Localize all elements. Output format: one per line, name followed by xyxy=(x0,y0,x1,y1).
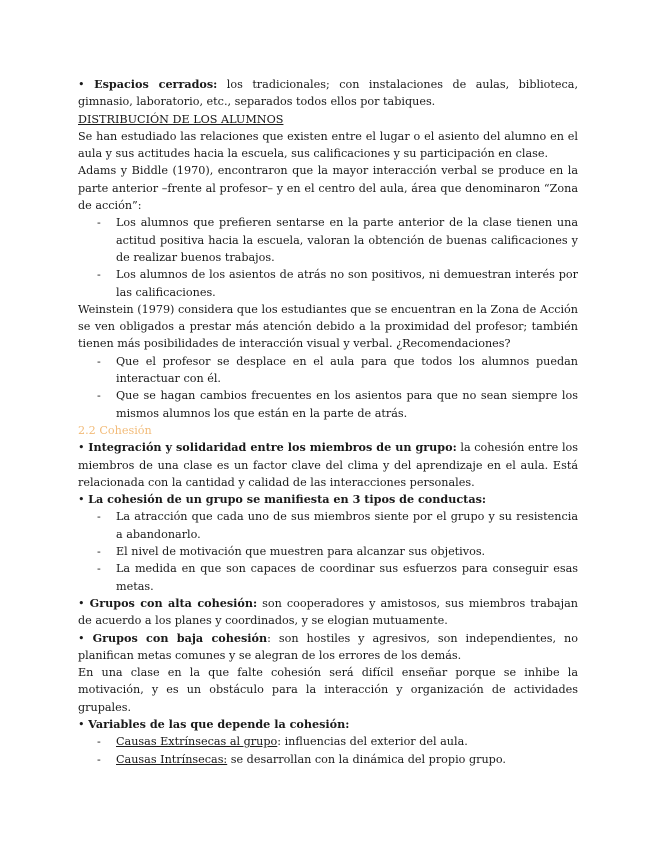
integracion-text: la cohesión entre los miembros de una clase es un factor clave del clima y del aprendizaje en el aula. Está relacionada con la cantidad y calidad de las interacciones personales. xyxy=(78,441,578,489)
espacios-cerrados-term: Espacios cerrados: xyxy=(94,77,218,91)
list-item: - Los alumnos de los asientos de atrás no son positivos, ni demuestran interés por las calificaciones. xyxy=(97,268,578,299)
dash: - xyxy=(97,268,101,282)
variable-label: Causas Intrínsecas: xyxy=(116,752,228,766)
list-item: - La medida en que son capaces de coordinar sus esfuerzos para conseguir esas metas. xyxy=(97,562,578,593)
baja-cohesion-term: Grupos con baja cohesión xyxy=(92,630,268,645)
alta-cohesion-text: son cooperadores y amistosos, sus miembros trabajan de acuerdo a los planes y coordinados, y se elogian mutuamente. xyxy=(78,596,578,628)
integracion-paragraph xyxy=(78,439,578,491)
list-item xyxy=(97,751,578,768)
list-item xyxy=(97,733,578,750)
bullet: • xyxy=(78,441,85,455)
espacios-cerrados-text: los tradicionales; con instalaciones de aulas, biblioteca, gimnasio, laboratorio, etc., separados todos ellos por tabiques. xyxy=(78,78,579,109)
dash: - xyxy=(97,735,101,749)
baja-cohesion-text: : son hostiles y agresivos, son independientes, no planifican metas comunes y se alegran de los errores de los demás. xyxy=(78,631,578,662)
bullet: • xyxy=(78,78,85,91)
variable-text: se desarrollan con la dinámica del propio grupo. xyxy=(227,752,506,766)
dash: - xyxy=(97,545,101,559)
falta-cohesion-paragraph: En una clase en la que falte cohesión será difícil enseñar porque se inhibe la motivación, y es un obstáculo para la interacción y organización de actividades grupales. xyxy=(78,666,578,714)
dash: - xyxy=(97,562,101,576)
zona-accion-list xyxy=(78,214,578,300)
baja-cohesion-paragraph xyxy=(78,630,578,665)
conductas-title-paragraph xyxy=(78,491,578,508)
variable-text: : influencias del exterior del aula. xyxy=(277,735,468,749)
bullet: • xyxy=(78,493,85,507)
recomendaciones-list xyxy=(78,353,578,422)
list-item: - Los alumnos que prefieren sentarse en la parte anterior de la clase tienen una actitud positiva hacia la escuela, valoran la obtención de buenas calificaciones y de realizar buenos trabajos. xyxy=(97,216,578,264)
list-item: - La atracción que cada uno de sus miembros siente por el grupo y su resistencia a abandonarlo. xyxy=(97,510,578,541)
bullet: • xyxy=(78,717,85,731)
espacios-cerrados-paragraph xyxy=(78,76,578,111)
variable-label: Causas Extrínsecas al grupo xyxy=(116,735,278,749)
alta-cohesion-paragraph xyxy=(78,595,578,630)
variables-list xyxy=(78,733,578,768)
bullet: • xyxy=(78,596,85,610)
dash: - xyxy=(97,389,101,403)
list-item: - Que se hagan cambios frecuentes en los asientos para que no sean siempre los mismos alumnos los que están en la parte de atrás. xyxy=(97,389,578,420)
weinstein-paragraph: Weinstein (1979) considera que los estudiantes que se encuentran en la Zona de Acción se ven obligados a prestar más atención debido a la proximidad del profesor; también tienen más posibilidades de interacción visual y verbal. ¿Recomendaciones? xyxy=(78,302,578,351)
conductas-list xyxy=(78,508,578,594)
list-item: - El nivel de motivación que muestren para alcanzar sus objetivos. xyxy=(116,543,578,560)
distribucion-heading: DISTRIBUCIÓN DE LOS ALUMNOS xyxy=(78,112,284,126)
dash: - xyxy=(97,216,101,230)
bullet: • xyxy=(78,631,85,645)
dash: - xyxy=(97,510,101,524)
conductas-title: La cohesión de un grupo se manifiesta en 3 tipos de conductas: xyxy=(88,492,486,507)
integracion-term: Integración y solidaridad entre los miembros de un grupo: xyxy=(88,440,457,455)
distribucion-paragraph-1: Se han estudiado las relaciones que existen entre el lugar o el asiento del alumno en el aula y sus actitudes hacia la escuela, sus calificaciones y su participación en clase. xyxy=(78,129,578,161)
dash: - xyxy=(97,752,101,766)
alta-cohesion-term: Grupos con alta cohesión: xyxy=(89,595,258,610)
document-page xyxy=(78,76,578,768)
cohesion-section-heading: 2.2 Cohesión xyxy=(78,423,152,437)
variables-title: Variables de las que depende la cohesión: xyxy=(88,716,350,731)
adams-biddle-paragraph: Adams y Biddle (1970), encontraron que la mayor interacción verbal se produce en la parte anterior –frente al profesor– y en el centro del aula, área que denominaron “Zona de acción”: xyxy=(78,164,578,213)
dash: - xyxy=(97,354,101,368)
list-item: - Que el profesor se desplace en el aula para que todos los alumnos puedan interactuar con él. xyxy=(97,354,578,386)
variables-title-paragraph xyxy=(78,716,578,733)
